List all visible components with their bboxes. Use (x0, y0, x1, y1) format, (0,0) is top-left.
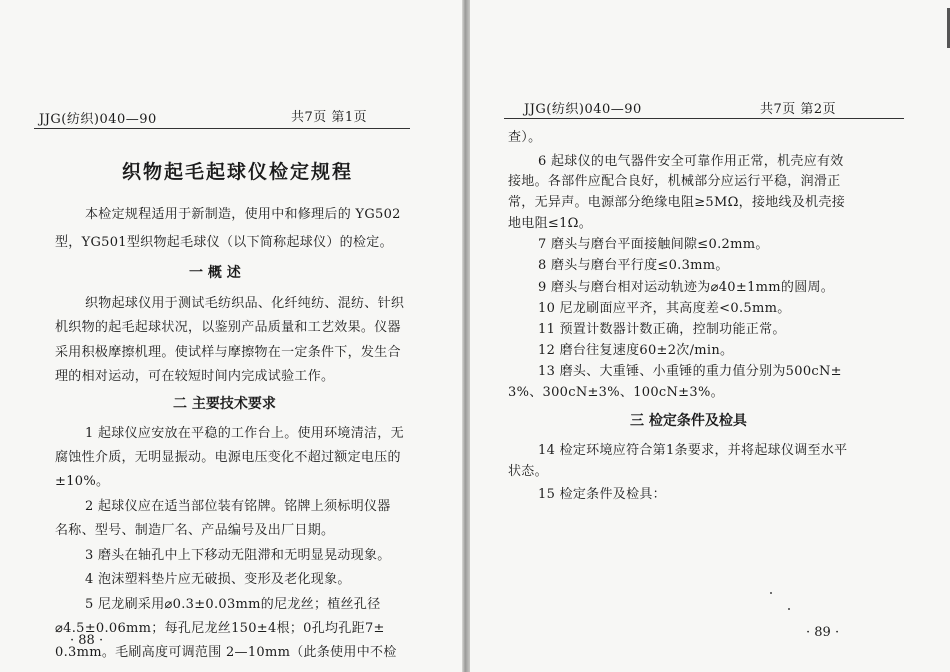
condition-line: 状态。 (508, 464, 548, 479)
requirement-line: 名称、型号、制造厂名、产品编号及出厂日期。 (55, 523, 335, 538)
item-line: 3%、300cN±3%、100cN±3%。 (508, 385, 724, 400)
item-line: 接地。各部件应配合良好，机械部分应运行平稳，润滑正 (508, 174, 841, 189)
right-header-rule (504, 118, 904, 119)
section-heading-overview: 一 概 述 (189, 265, 241, 281)
requirement-line: 0.3mm。毛刷高度可调范围 2—10mm（此条使用中不检 (55, 645, 397, 660)
right-header-pages: 共7页 第2页 (760, 102, 837, 117)
continued-text: 查）。 (508, 130, 542, 145)
right-page-number: · 89 · (806, 625, 840, 640)
requirement-line: 1 起球仪应安放在平稳的工作台上。使用环境清洁，无 (85, 426, 404, 441)
requirement-line: ⌀4.5±0.06mm；每孔尼龙丝150±4根；0孔均孔距7± (55, 621, 385, 636)
section-heading-conditions: 三 检定条件及检具 (630, 413, 747, 429)
left-header-rule (34, 128, 410, 129)
requirement-line: 4 泡沫塑料垫片应无破损、变形及老化现象。 (85, 572, 351, 587)
item-line: 13 磨头、大重锤、小重锤的重力值分别为500cN± (538, 364, 842, 379)
document-title: 织物起毛起球仪检定规程 (122, 161, 354, 183)
item-line: 常，无异声。电源部分绝缘电阻≥5MΩ，接地线及机壳接 (508, 195, 846, 210)
right-page (470, 0, 950, 672)
right-header-code: JJG(纺织)040—90 (524, 102, 642, 117)
scan-speck (770, 592, 772, 594)
condition-line: 15 检定条件及检具： (538, 487, 666, 502)
left-header-pages: 共7页 第1页 (291, 110, 368, 125)
requirement-line: 2 起球仪应在适当部位装有铭牌。铭牌上须标明仪器 (85, 499, 391, 514)
overview-line: 机织物的起毛起球状况，以鉴别产品质量和工艺效果。仪器 (55, 320, 401, 335)
overview-line: 织物起球仪用于测试毛纺织品、化纤纯纺、混纺、针织 (85, 296, 405, 311)
item-line: 7 磨头与磨台平面接触间隙≤0.2mm。 (538, 237, 769, 252)
left-page-number: · 88 · (70, 633, 104, 648)
scan-speck (788, 608, 790, 610)
item-line: 9 磨头与磨台相对运动轨迹为⌀40±1mm的圆周。 (538, 280, 835, 295)
item-line: 6 起球仪的电气器件安全可靠作用正常，机壳应有效 (538, 154, 844, 169)
requirement-line: 5 尼龙刷采用⌀0.3±0.03mm的尼龙丝；植丝孔径 (85, 597, 381, 612)
intro-line: 本检定规程适用于新制造，使用中和修理后的 YG502 (85, 207, 401, 222)
item-line: 8 磨头与磨台平行度≤0.3mm。 (538, 258, 729, 273)
requirement-line: ±10%。 (55, 474, 110, 489)
item-line: 12 磨台往复速度60±2次/min。 (538, 343, 734, 358)
condition-line: 14 检定环境应符合第1条要求，并将起球仪调至水平 (538, 443, 848, 458)
book-gutter (462, 0, 470, 672)
left-header-code: JJG(纺织)040—90 (39, 112, 157, 127)
requirement-line: 3 磨头在轴孔中上下移动无阻滞和无明显晃动现象。 (85, 548, 391, 563)
requirement-line: 腐蚀性介质，无明显振动。电源电压变化不超过额定电压的 (55, 450, 401, 465)
section-heading-requirements: 二 主要技术要求 (173, 396, 276, 412)
overview-line: 理的相对运动，可在较短时间内完成试验工作。 (55, 369, 335, 384)
left-page (0, 0, 462, 672)
item-line: 11 预置计数器计数正确，控制功能正常。 (538, 322, 786, 337)
item-line: 10 尼龙刷面应平齐，其高度差<0.5mm。 (538, 301, 791, 316)
overview-line: 采用积极摩擦机理。使试样与摩擦物在一定条件下，发生合 (55, 345, 401, 360)
item-line: 地电阻≤1Ω。 (508, 216, 593, 231)
intro-line: 型，YG501型织物起毛球仪（以下简称起球仪）的检定。 (55, 235, 393, 250)
